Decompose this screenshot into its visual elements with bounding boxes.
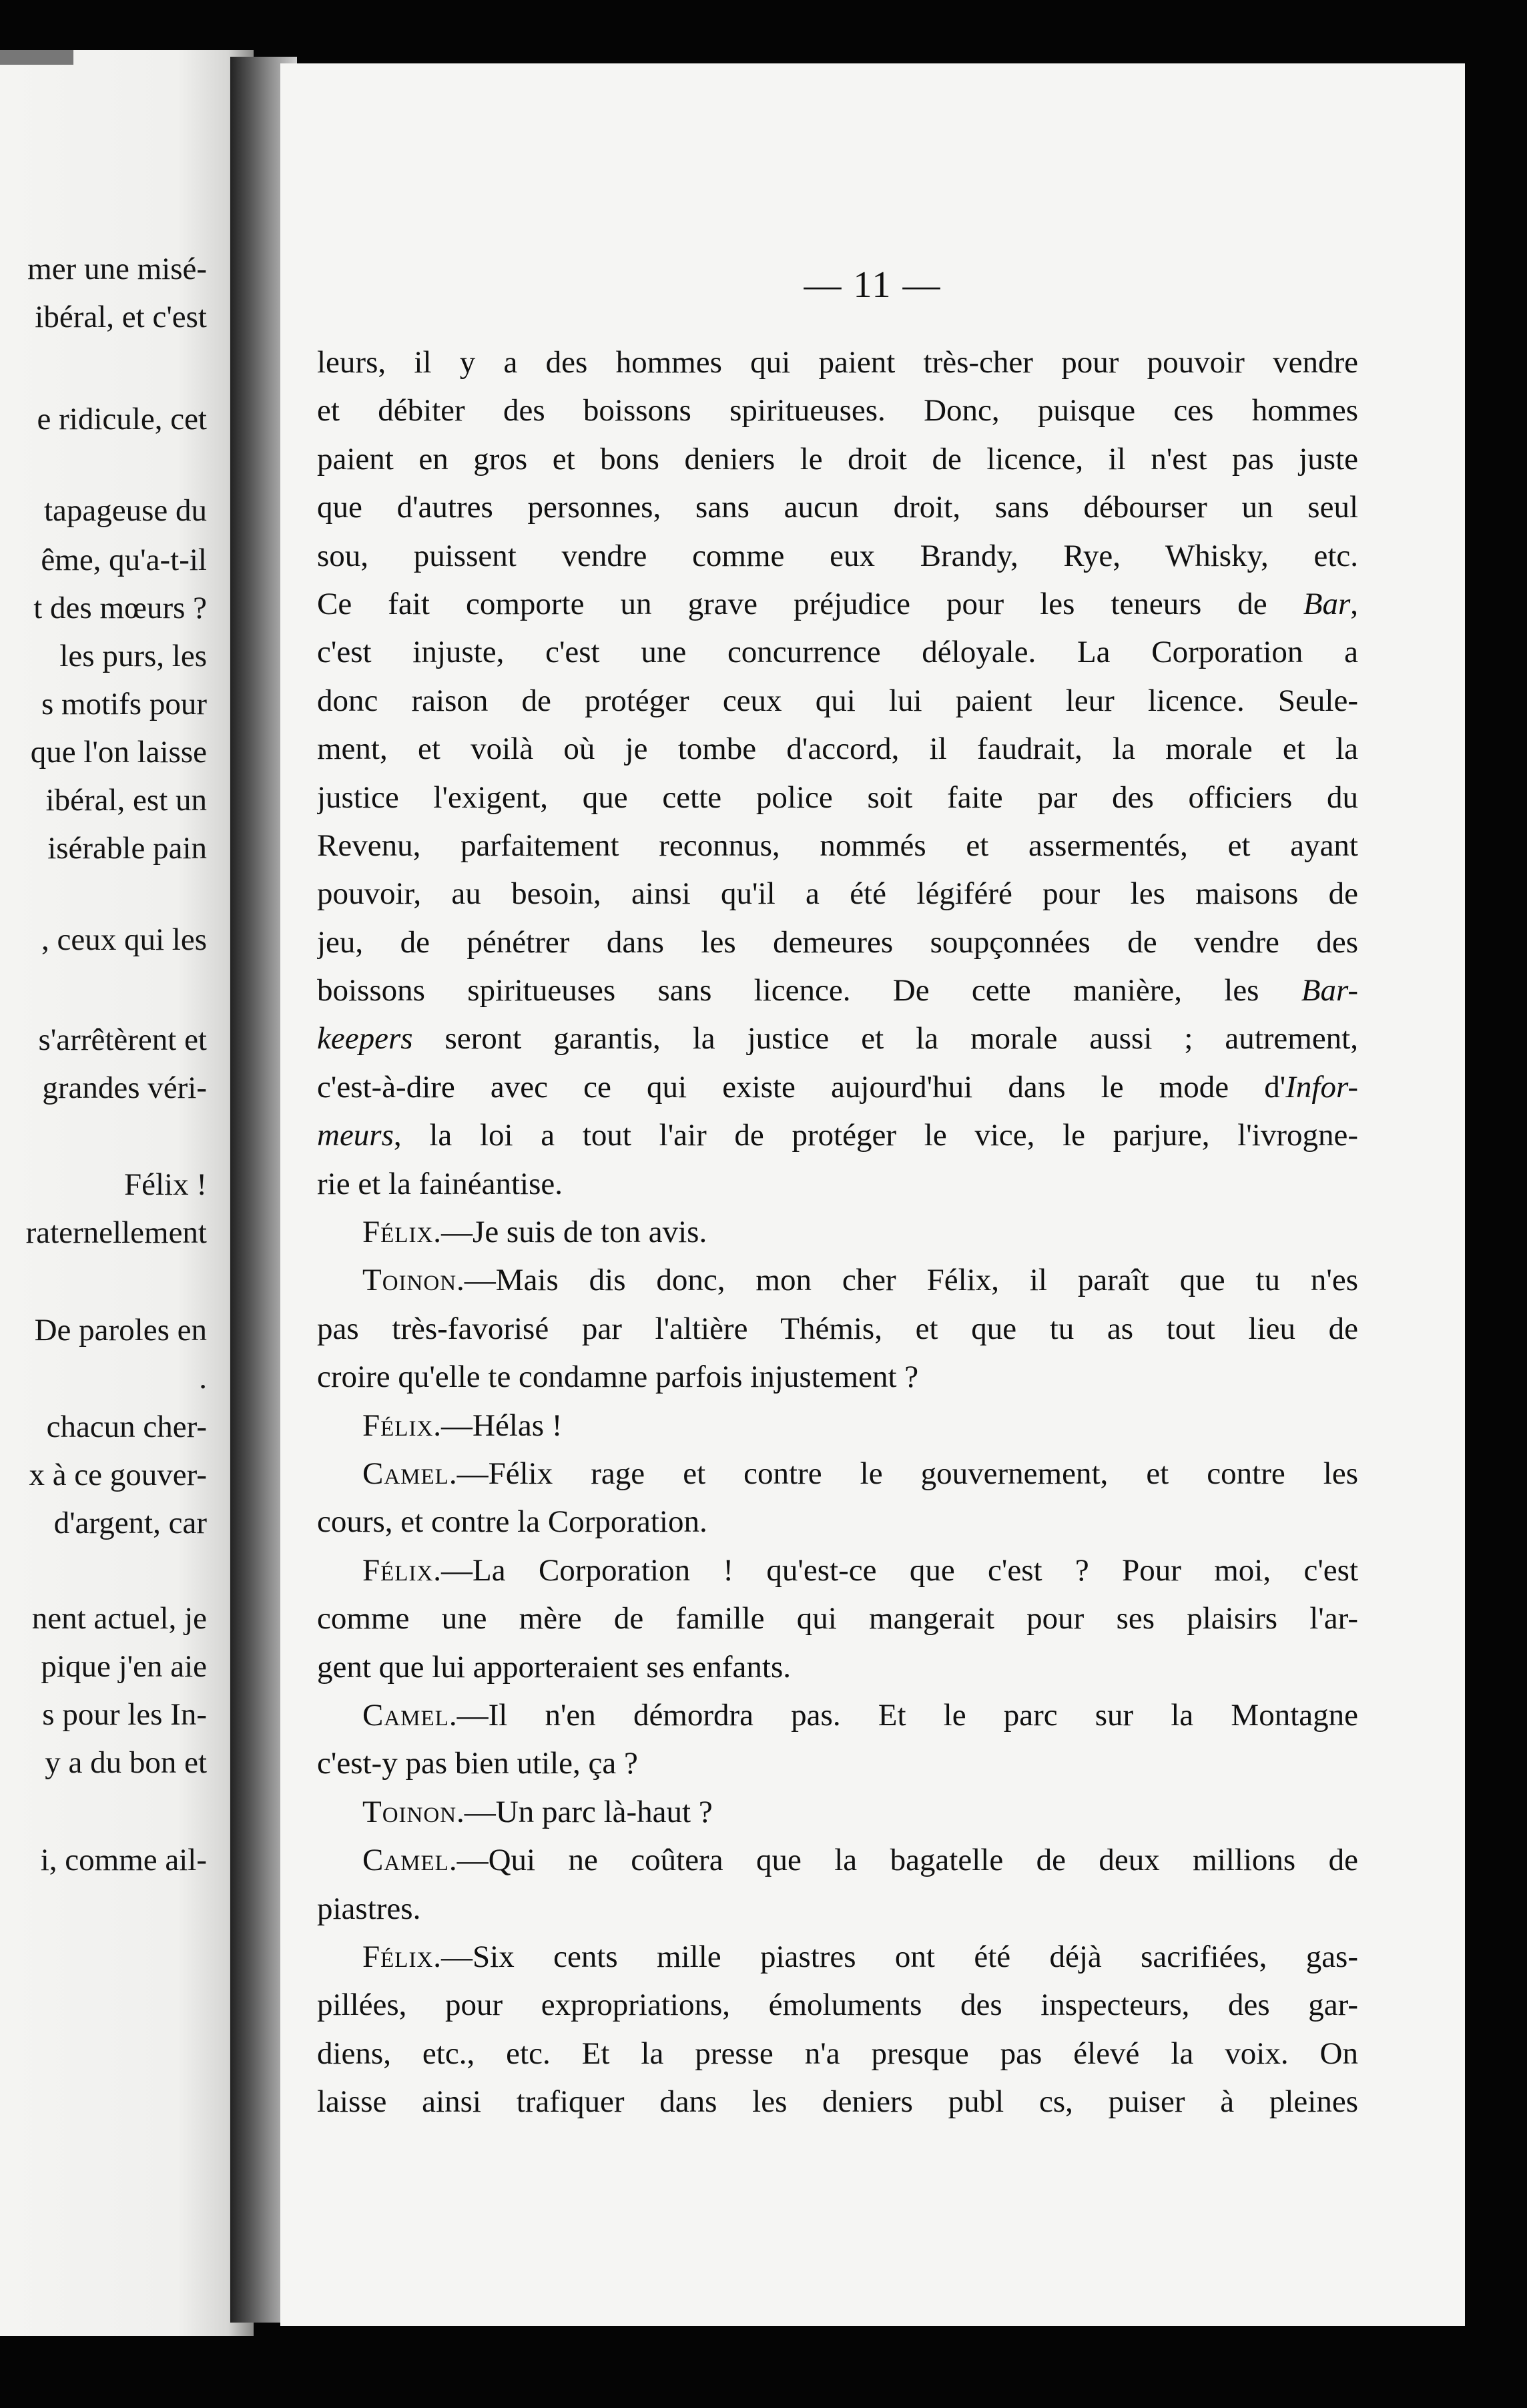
text-line: pouvoir, au besoin, ainsi qu'il a été légiféré pour les maisons de [317,876,1358,912]
text-line: comme une mère de famille qui mangerait pour ses plaisirs l'ar- [317,1601,1358,1636]
previous-page-line: x à ce gouver- [29,1458,207,1492]
speaker-name: Camel [362,1697,449,1733]
text-line: leurs, il y a des hommes qui paient très-cher pour pouvoir vendre [317,345,1358,380]
text-line: c'est-à-dire avec ce qui existe aujourd'hui dans le mode d'Infor- [317,1069,1358,1105]
speaker-name: Félix [362,1939,434,1974]
text-line: Ce fait comporte un grave préjudice pour les teneurs de Bar, [317,586,1358,621]
text-line: piastres. [317,1891,421,1926]
speaker-name: Félix [362,1552,434,1588]
previous-page-line: tapageuse du [43,493,207,528]
text-line: paient en gros et bons deniers le droit de licence, il n'est pas juste [317,441,1358,477]
text-line: ment, et voilà où je tombe d'accord, il faudrait, la morale et la [317,731,1358,767]
dialogue-line: Félix.—Six cents mille piastres ont été déjà sacrifiées, gas- [362,1939,1358,1974]
previous-page-line: , ceux qui les [41,922,207,957]
previous-page-text [0,50,254,2336]
dialogue-line: Toinon.—Un parc là-haut ? [362,1794,713,1829]
previous-page-line: Félix ! [123,1167,207,1202]
speaker-name: Toinon [362,1263,457,1298]
previous-page-line: . [199,1361,207,1396]
speaker-name: Camel [362,1843,449,1878]
text-line: croire qu'elle te condamne parfois injustement ? [317,1360,919,1395]
text-line: jeu, de pénétrer dans les demeures soupçonnées de vendre des [317,924,1358,960]
text-line: sou, puissent vendre comme eux Brandy, Rye, Whisky, etc. [317,538,1358,573]
text-line: pas très-favorisé par l'altière Thémis, et que tu as tout lieu de [317,1311,1358,1346]
previous-page-line: raternellement [25,1215,207,1250]
text-line: boissons spiritueuses sans licence. De cette manière, les Bar- [317,973,1358,1008]
current-page [280,63,1465,2326]
previous-page-line: isérable pain [47,831,207,866]
previous-page-line: s motifs pour [41,687,207,721]
previous-page-line: ibéral, est un [45,783,207,818]
text-line: meurs, la loi a tout l'air de protéger le vice, le parjure, l'ivrogne- [317,1118,1358,1153]
dialogue-line: Félix.—Je suis de ton avis. [362,1215,707,1250]
previous-page-line: ibéral, et c'est [35,300,207,334]
speaker-name: Camel [362,1456,449,1491]
speaker-name: Félix [362,1408,434,1443]
previous-page-line: grandes véri- [42,1071,207,1105]
text-line: cours, et contre la Corporation. [317,1504,707,1540]
text-line: rie et la fainéantise. [317,1166,563,1201]
speaker-name: Félix [362,1215,434,1250]
previous-page-line: i, comme ail- [40,1843,207,1877]
page-body [317,338,1358,2126]
previous-page-line: nent actuel, je [31,1601,207,1636]
previous-page-line: que l'on laisse [30,735,207,770]
text-line: pillées, pour expropriations, émoluments des inspecteurs, des gar- [317,1988,1358,2023]
previous-page-line: mer une misé- [27,252,207,286]
previous-page-line: y a du bon et [45,1745,207,1780]
previous-page-line: pique j'en aie [41,1649,207,1684]
speaker-name: Toinon [362,1794,457,1829]
previous-page-line: d'argent, car [53,1506,207,1540]
text-line: laisse ainsi trafiquer dans les deniers publ cs, puiser à pleines [317,2084,1358,2120]
text-line: c'est-y pas bien utile, ça ? [317,1746,638,1781]
dialogue-line: Camel.—Félix rage et contre le gouvernement, et contre les [362,1456,1358,1491]
text-line: diens, etc., etc. Et la presse n'a presque pas élevé la voix. On [317,2036,1358,2071]
text-line: donc raison de protéger ceux qui lui paient leur licence. Seule- [317,683,1358,718]
previous-page-line: t des mœurs ? [33,591,207,625]
previous-page-line: De paroles en [34,1313,207,1347]
previous-page-line: ême, qu'a-t-il [41,543,207,577]
previous-page [0,50,254,2336]
page-number: — 11 — [804,264,942,306]
text-line: justice l'exigent, que cette police soit faite par des officiers du [317,780,1358,815]
previous-page-line: s'arrêtèrent et [38,1022,207,1057]
text-line: Revenu, parfaitement reconnus, nommés et assermentés, et ayant [317,828,1358,863]
dialogue-line: Félix.—Hélas ! [362,1408,563,1443]
text-line: gent que lui apporteraient ses enfants. [317,1649,791,1685]
previous-page-line: chacun cher- [46,1410,207,1444]
text-line: et débiter des boissons spiritueuses. Donc, puisque ces hommes [317,393,1358,428]
dialogue-line: Toinon.—Mais dis donc, mon cher Félix, il paraît que tu n'es [362,1263,1358,1298]
text-line: que d'autres personnes, sans aucun droit, sans débourser un seul [317,490,1358,525]
text-line: c'est injuste, c'est une concurrence déloyale. La Corporation a [317,635,1358,670]
dialogue-line: Camel.—Il n'en démordra pas. Et le parc sur la Montagne [362,1697,1358,1733]
previous-page-line: les purs, les [59,639,207,673]
previous-page-line: e ridicule, cet [37,402,207,436]
dialogue-line: Camel.—Qui ne coûtera que la bagatelle de deux millions de [362,1843,1358,1878]
dialogue-line: Félix.—La Corporation ! qu'est-ce que c'est ? Pour moi, c'est [362,1552,1358,1588]
previous-page-line: s pour les In- [42,1697,207,1732]
text-line: keepers seront garantis, la justice et la morale aussi ; autrement, [317,1021,1358,1057]
